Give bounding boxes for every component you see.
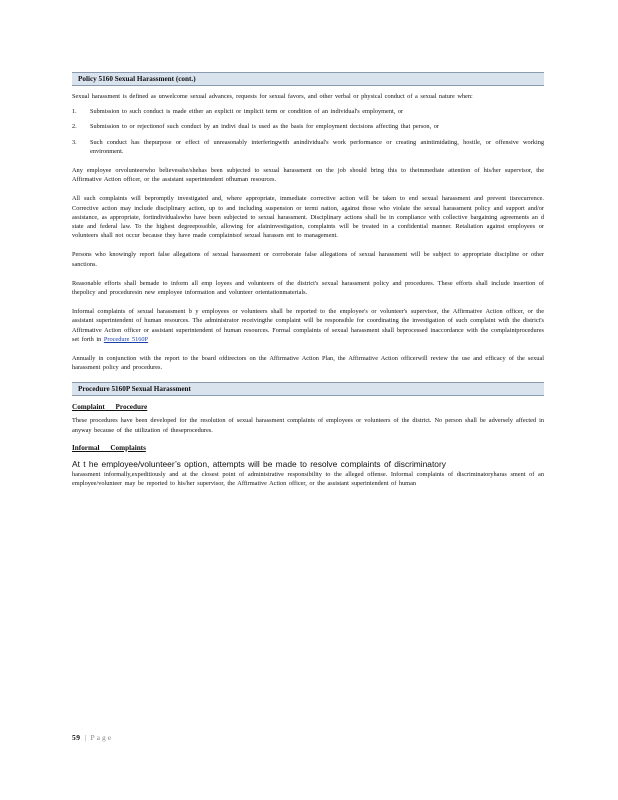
reasonable-paragraph: Reasonable efforts shall bemade to inform all emp loyees and volunteers of the district's sexual harassment policy and procedures. These efforts shall include insertion of thepolicy and proceduresin new employee information and volunteer orientationmaterials. — [72, 279, 544, 297]
list-item — [72, 138, 544, 156]
informal-option-paragraph — [72, 459, 544, 489]
page-label: Page — [90, 733, 114, 742]
all-complaints-paragraph: All such complaints will bepromptly investigated and, where appropriate, immediate corrective action will be taken to end sexual harassment and prevent itsrecurrence. Corrective action may include disciplinary action, up to and including suspension or termi nation, against those who violate the sexual harassment policy and support and/or assistance, as appropriate, fortindividualswho have been subjected to sexual harassment. Disciplinary actions shall be in compliance with collective bargaining agreements an d state and federal law. To the highest degreepossible, allowing for afaininvestigation, complaints will be treated in a confidential manner. Retaliation against employees or volunteers shall not occur because they have made complaintsof sexual harassm ent to management. — [72, 195, 544, 240]
procedure-5160p-link[interactable]: Procedure 5160P — [103, 335, 149, 343]
informal-complaints-paragraph — [72, 307, 544, 344]
informal-complaints-heading: Informal Complaints — [72, 443, 146, 452]
informal-paragraph-text: Informal complaints of sexual harassment b y employees or volunteers shall be reported to the employee's or volunteer's supervisor, the Affirmative Action officer, or the assistant superintendent of human resources. The administrator receivingthe complaint will be responsible for coordinating the investigation of such complaint with the district's Affirmative Action officer or assistant superintendent of human resources. Formal complaints of sexual harassment shall beprocessed inaccordance with the complaintprocedures set forth in — [72, 308, 544, 343]
any-employee-paragraph: Any employee orvolunteerwho believesshe/shehas been subjected to sexual harassment on the job should bring this to theimmediate attention of his/her supervisor, the Affirmative Action officer, or the assistant superintendent ofhuman resources. — [72, 167, 544, 184]
informal-option-lead: At t he employee/volunteer’s option, attempts will be made to resolve complaints of discriminatory — [72, 458, 446, 469]
list-text: Such conduct has thepurpose or effect of unreasonably interferingwith anindividual's work performance or creating anintimidating, hostile, or offensive working environment. — [90, 138, 544, 155]
page-footer — [72, 733, 113, 742]
document-page — [72, 72, 544, 488]
policy-header: Policy 5160 Sexual Harassment (cont.) — [72, 72, 544, 86]
intro-paragraph: Sexual harassment is defined as unwelcome sexual advances, requests for sexual favors, and other verbal or physical conduct of a sexual nature when: — [72, 93, 473, 100]
list-item — [72, 122, 544, 131]
list-text: Submission to such conduct is made either an explicit or implicit term or condition of an individual's employment, or — [90, 108, 404, 116]
list-number: 2. — [72, 123, 77, 131]
these-procedures-paragraph: These procedures have been developed for the resolution of sexual harassment complaints of employees or volunteers of the district. No person shall be adversely affected in anyway because of the utilization of theseprocedures. — [72, 417, 544, 434]
complaint-procedure-heading: Complaint Procedure — [72, 403, 148, 412]
list-text: Submission to or rejectionof such conduct by an indivi dual is used as the basis for employment decisions affecting that person, or — [90, 123, 439, 131]
footer-separator: | — [84, 733, 87, 742]
page-number: 59 — [72, 733, 81, 742]
list-number: 3. — [72, 138, 77, 146]
list-item — [72, 107, 544, 116]
persons-paragraph: Persons who knowingly report false allegations of sexual harassment or corroborate false allegations of sexual harassment will be subject to appropriate discipline or other sanctions. — [72, 251, 544, 268]
procedure-header: Procedure 5160P Sexual Harassment — [72, 382, 544, 396]
annually-paragraph: Annually in conjunction with the report to the board ofdirectors on the Affirmative Action Plan, the Affirmative Action officerwill review the use and efficacy of the sexual harassment policy and procedures. — [72, 355, 544, 372]
list-number: 1. — [72, 108, 77, 116]
informal-option-rest: harassment informally,expeditiously and at the closest point of administrative responsibility to the alleged offense. Informal complaints of discriminatoryharas sment of an employee/volunteer may be reported to his/her supervisor, the Affirmative Action officer, or the assistant superintendent of human — [72, 471, 544, 488]
